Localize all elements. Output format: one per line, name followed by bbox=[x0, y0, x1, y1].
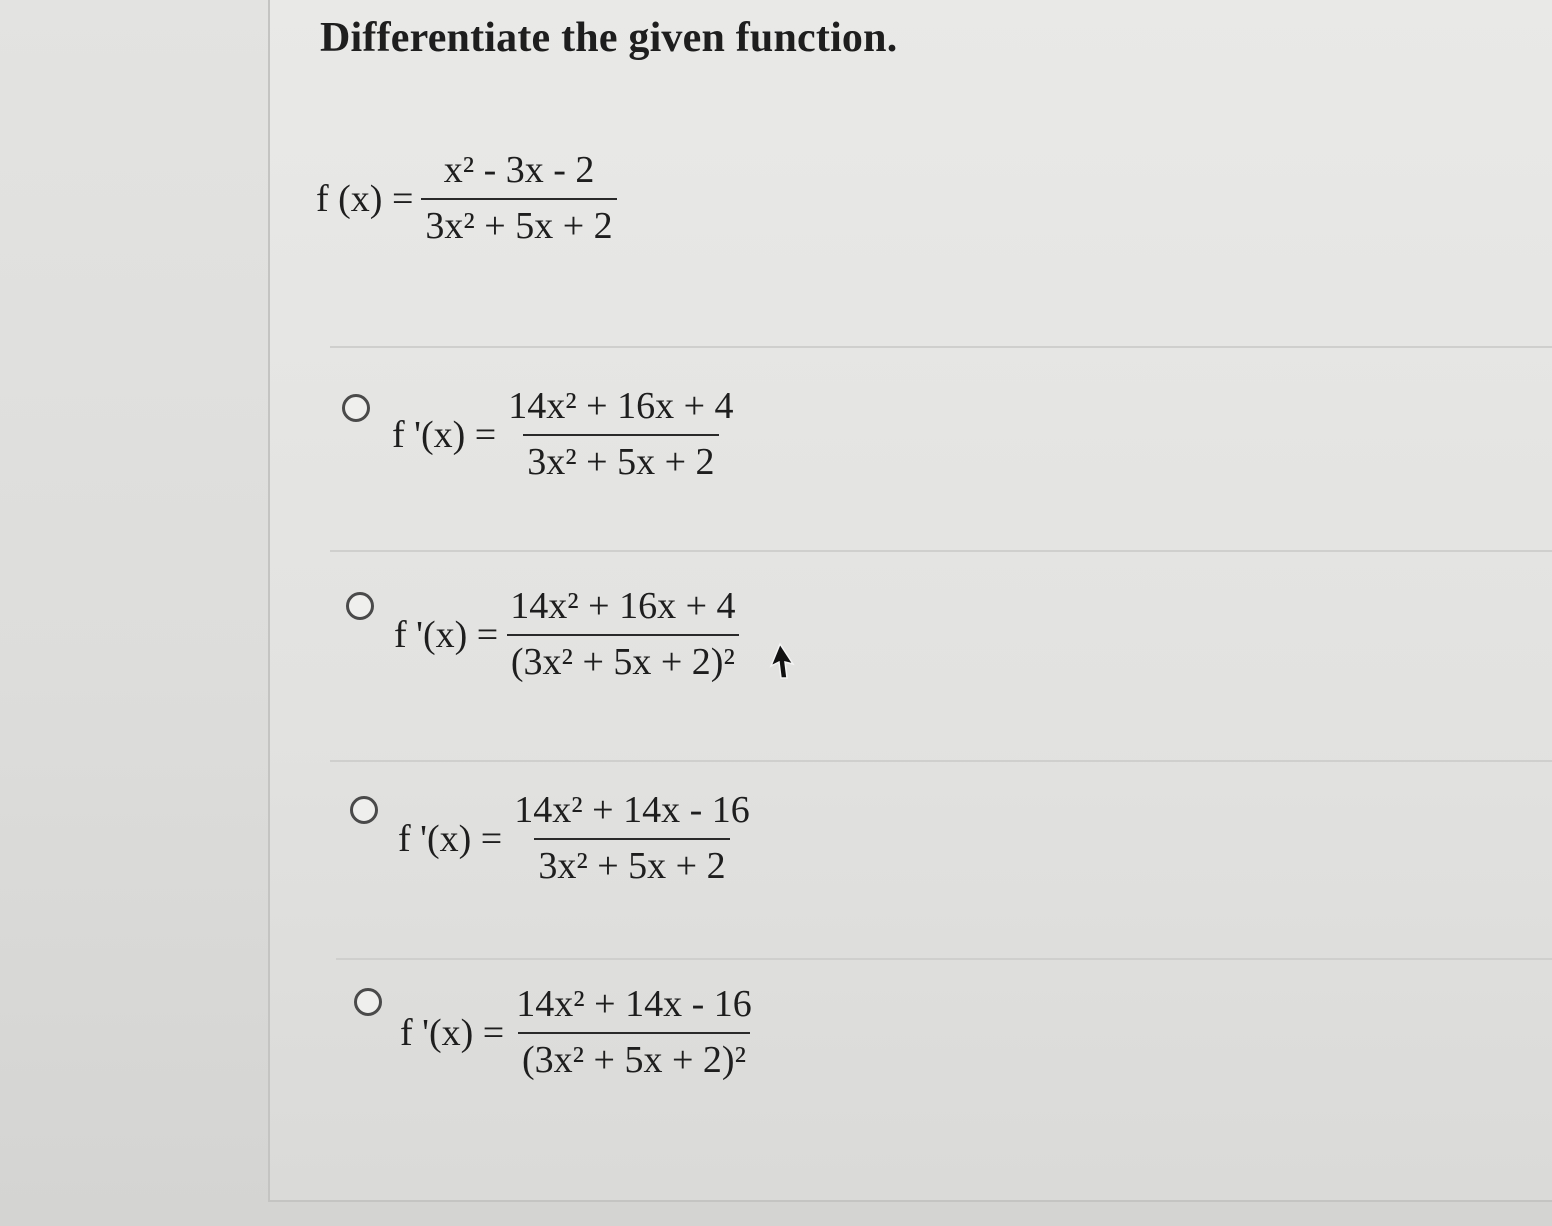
option-2-radio[interactable] bbox=[346, 592, 374, 620]
function-denominator: 3x² + 5x + 2 bbox=[421, 198, 616, 248]
option-3-lhs: f '(x) = bbox=[398, 817, 503, 860]
option-2-lhs: f '(x) = bbox=[394, 613, 499, 656]
option-4-lhs: f '(x) = bbox=[400, 1011, 505, 1054]
function-numerator: x² - 3x - 2 bbox=[443, 149, 595, 191]
given-function bbox=[316, 150, 617, 248]
option-3-radio[interactable] bbox=[350, 796, 378, 824]
option-1-radio[interactable] bbox=[342, 394, 370, 422]
question-title: Differentiate the given function. bbox=[320, 15, 898, 61]
divider bbox=[336, 958, 1552, 960]
option-3-numerator: 14x² + 14x - 16 bbox=[514, 789, 750, 831]
option-2-numerator: 14x² + 16x + 4 bbox=[510, 585, 736, 627]
option-1-denominator: 3x² + 5x + 2 bbox=[523, 434, 718, 484]
option-3-denominator: 3x² + 5x + 2 bbox=[534, 838, 729, 888]
divider bbox=[330, 760, 1552, 762]
option-1[interactable] bbox=[392, 386, 738, 484]
option-1-lhs: f '(x) = bbox=[392, 413, 497, 456]
option-2-fraction bbox=[506, 586, 739, 684]
option-4-fraction bbox=[512, 984, 755, 1082]
option-1-fraction bbox=[504, 386, 737, 484]
option-4[interactable] bbox=[400, 984, 756, 1082]
divider bbox=[330, 550, 1552, 552]
function-fraction bbox=[421, 150, 616, 248]
option-1-numerator: 14x² + 16x + 4 bbox=[508, 385, 734, 427]
option-3-fraction bbox=[510, 790, 753, 888]
function-lhs: f (x) = bbox=[316, 177, 414, 220]
option-2-denominator: (3x² + 5x + 2)² bbox=[507, 634, 739, 684]
option-4-denominator: (3x² + 5x + 2)² bbox=[518, 1032, 750, 1082]
divider bbox=[330, 346, 1552, 348]
mouse-pointer-icon bbox=[766, 642, 796, 682]
option-4-radio[interactable] bbox=[354, 988, 382, 1016]
option-3[interactable] bbox=[398, 790, 754, 888]
option-2[interactable] bbox=[394, 586, 740, 684]
option-4-numerator: 14x² + 14x - 16 bbox=[516, 983, 752, 1025]
